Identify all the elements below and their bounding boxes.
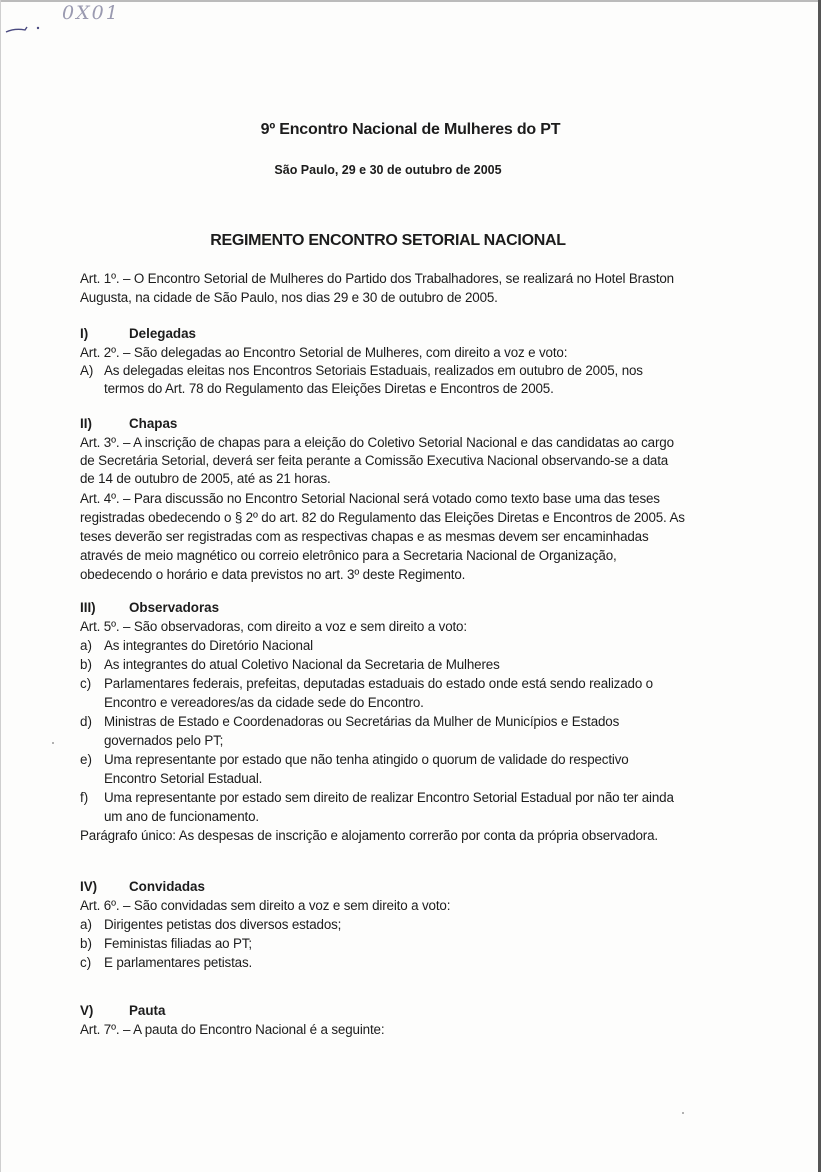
- art5-item-line: Encontro Setorial Estadual.: [104, 771, 263, 786]
- list-label: f): [80, 790, 89, 805]
- art4-line: obedecendo o horário e data previstos no art. 3º deste Regimento.: [80, 567, 466, 582]
- section-title-pauta: Pauta: [129, 1003, 166, 1018]
- art6-intro: Art. 6º. – São convidadas sem direito a voz e sem direito a voto:: [80, 898, 451, 913]
- art5-paragraph: Parágrafo único: As despesas de inscrição e alojamento correrão por conta da própria observadora.: [80, 828, 658, 843]
- art5-item-line: As integrantes do Diretório Nacional: [104, 638, 313, 653]
- art5-item-line: Uma representante por estado que não tenha atingido o quorum de validade do respectivo: [104, 752, 629, 767]
- section-title-delegadas: Delegadas: [129, 326, 196, 341]
- section-number: IV): [80, 879, 98, 894]
- scan-speck: [682, 1112, 684, 1114]
- section-title-observadoras: Observadoras: [129, 600, 220, 615]
- art7-line: Art. 7º. – A pauta do Encontro Nacional é a seguinte:: [80, 1022, 385, 1037]
- art3-line: de Secretária Setorial, deverá ser feita perante a Comissão Executiva Nacional observando-se a data: [80, 453, 669, 468]
- art1-line: Art. 1º. – O Encontro Setorial de Mulheres do Partido dos Trabalhadores, se realizará no Hotel Braston: [80, 271, 674, 286]
- art1-line: Augusta, na cidade de São Paulo, nos dias 29 e 30 de outubro de 2005.: [80, 290, 498, 305]
- section-number: III): [80, 600, 96, 615]
- scan-speck: [52, 742, 54, 744]
- list-label: c): [80, 955, 92, 970]
- art6-item-line: E parlamentares petistas.: [104, 955, 253, 970]
- art6-item-line: Feministas filiadas ao PT;: [104, 936, 252, 951]
- handwritten-scribble-icon: [5, 20, 45, 42]
- art6-item-line: Dirigentes petistas dos diversos estados;: [104, 917, 342, 932]
- art4-line: teses deverão ser registradas com as respectivas chapas e as mesmas devem ser encaminhadas: [80, 529, 649, 544]
- art5-item-line: governados pelo PT;: [104, 733, 224, 748]
- scan-edge-top: [0, 0, 821, 2]
- list-label: b): [80, 657, 92, 672]
- art5-item-line: um ano de funcionamento.: [104, 809, 259, 824]
- art2-intro: Art. 2º. – São delegadas ao Encontro Setorial de Mulheres, com direito a voz e voto:: [80, 345, 568, 360]
- art5-item-line: Uma representante por estado sem direito de realizar Encontro Setorial Estadual por não ter ainda: [104, 790, 674, 805]
- document-title: 9º Encontro Nacional de Mulheres do PT: [260, 121, 561, 138]
- art4-line: registradas obedecendo o § 2º do art. 82 do Regulamento das Eleições Diretas e Encontros de 2005. As: [80, 510, 685, 525]
- art2-item-line: As delegadas eleitas nos Encontros Setoriais Estaduais, realizados em outubro de 2005, nos: [104, 363, 643, 378]
- art4-line: através de meio magnético ou correio eletrônico para a Secretaria Nacional de Organização,: [80, 548, 617, 563]
- art3-line: Art. 3º. – A inscrição de chapas para a eleição do Coletivo Setorial Nacional e das candidatas ao cargo: [80, 435, 674, 450]
- art5-item-line: Parlamentares federais, prefeitas, deputadas estaduais do estado onde está sendo realizado o: [104, 676, 653, 691]
- art5-intro: Art. 5º. – São observadoras, com direito a voz e sem direito a voto:: [80, 619, 467, 634]
- handwritten-note: 0X01: [62, 2, 120, 24]
- art4-line: Art. 4º. – Para discussão no Encontro Setorial Nacional será votado como texto base uma das teses: [80, 491, 660, 506]
- regimento-heading: REGIMENTO ENCONTRO SETORIAL NACIONAL: [210, 232, 566, 249]
- section-number: II): [80, 416, 92, 431]
- art3-line: de 14 de outubro de 2005, até as 21 horas.: [80, 471, 331, 486]
- section-number: V): [80, 1003, 94, 1018]
- art5-item-line: Ministras de Estado e Coordenadoras ou Secretárias da Mulher de Municípios e Estados: [104, 714, 620, 729]
- art5-item-line: As integrantes do atual Coletivo Nacional da Secretaria de Mulheres: [104, 657, 500, 672]
- list-label: a): [80, 917, 92, 932]
- list-label: c): [80, 676, 92, 691]
- list-label: b): [80, 936, 92, 951]
- list-label: a): [80, 638, 92, 653]
- list-label: e): [80, 752, 92, 767]
- list-label: A): [80, 363, 94, 378]
- art2-item-line: termos do Art. 78 do Regulamento das Eleições Diretas e Encontros de 2005.: [104, 381, 554, 396]
- section-number: I): [80, 326, 89, 341]
- section-title-chapas: Chapas: [129, 416, 178, 431]
- art5-item-line: Encontro e vereadores/as da cidade sede do Encontro.: [104, 695, 424, 710]
- document-subtitle: São Paulo, 29 e 30 de outubro de 2005: [274, 163, 502, 177]
- list-label: d): [80, 714, 92, 729]
- section-title-convidadas: Convidadas: [129, 879, 205, 894]
